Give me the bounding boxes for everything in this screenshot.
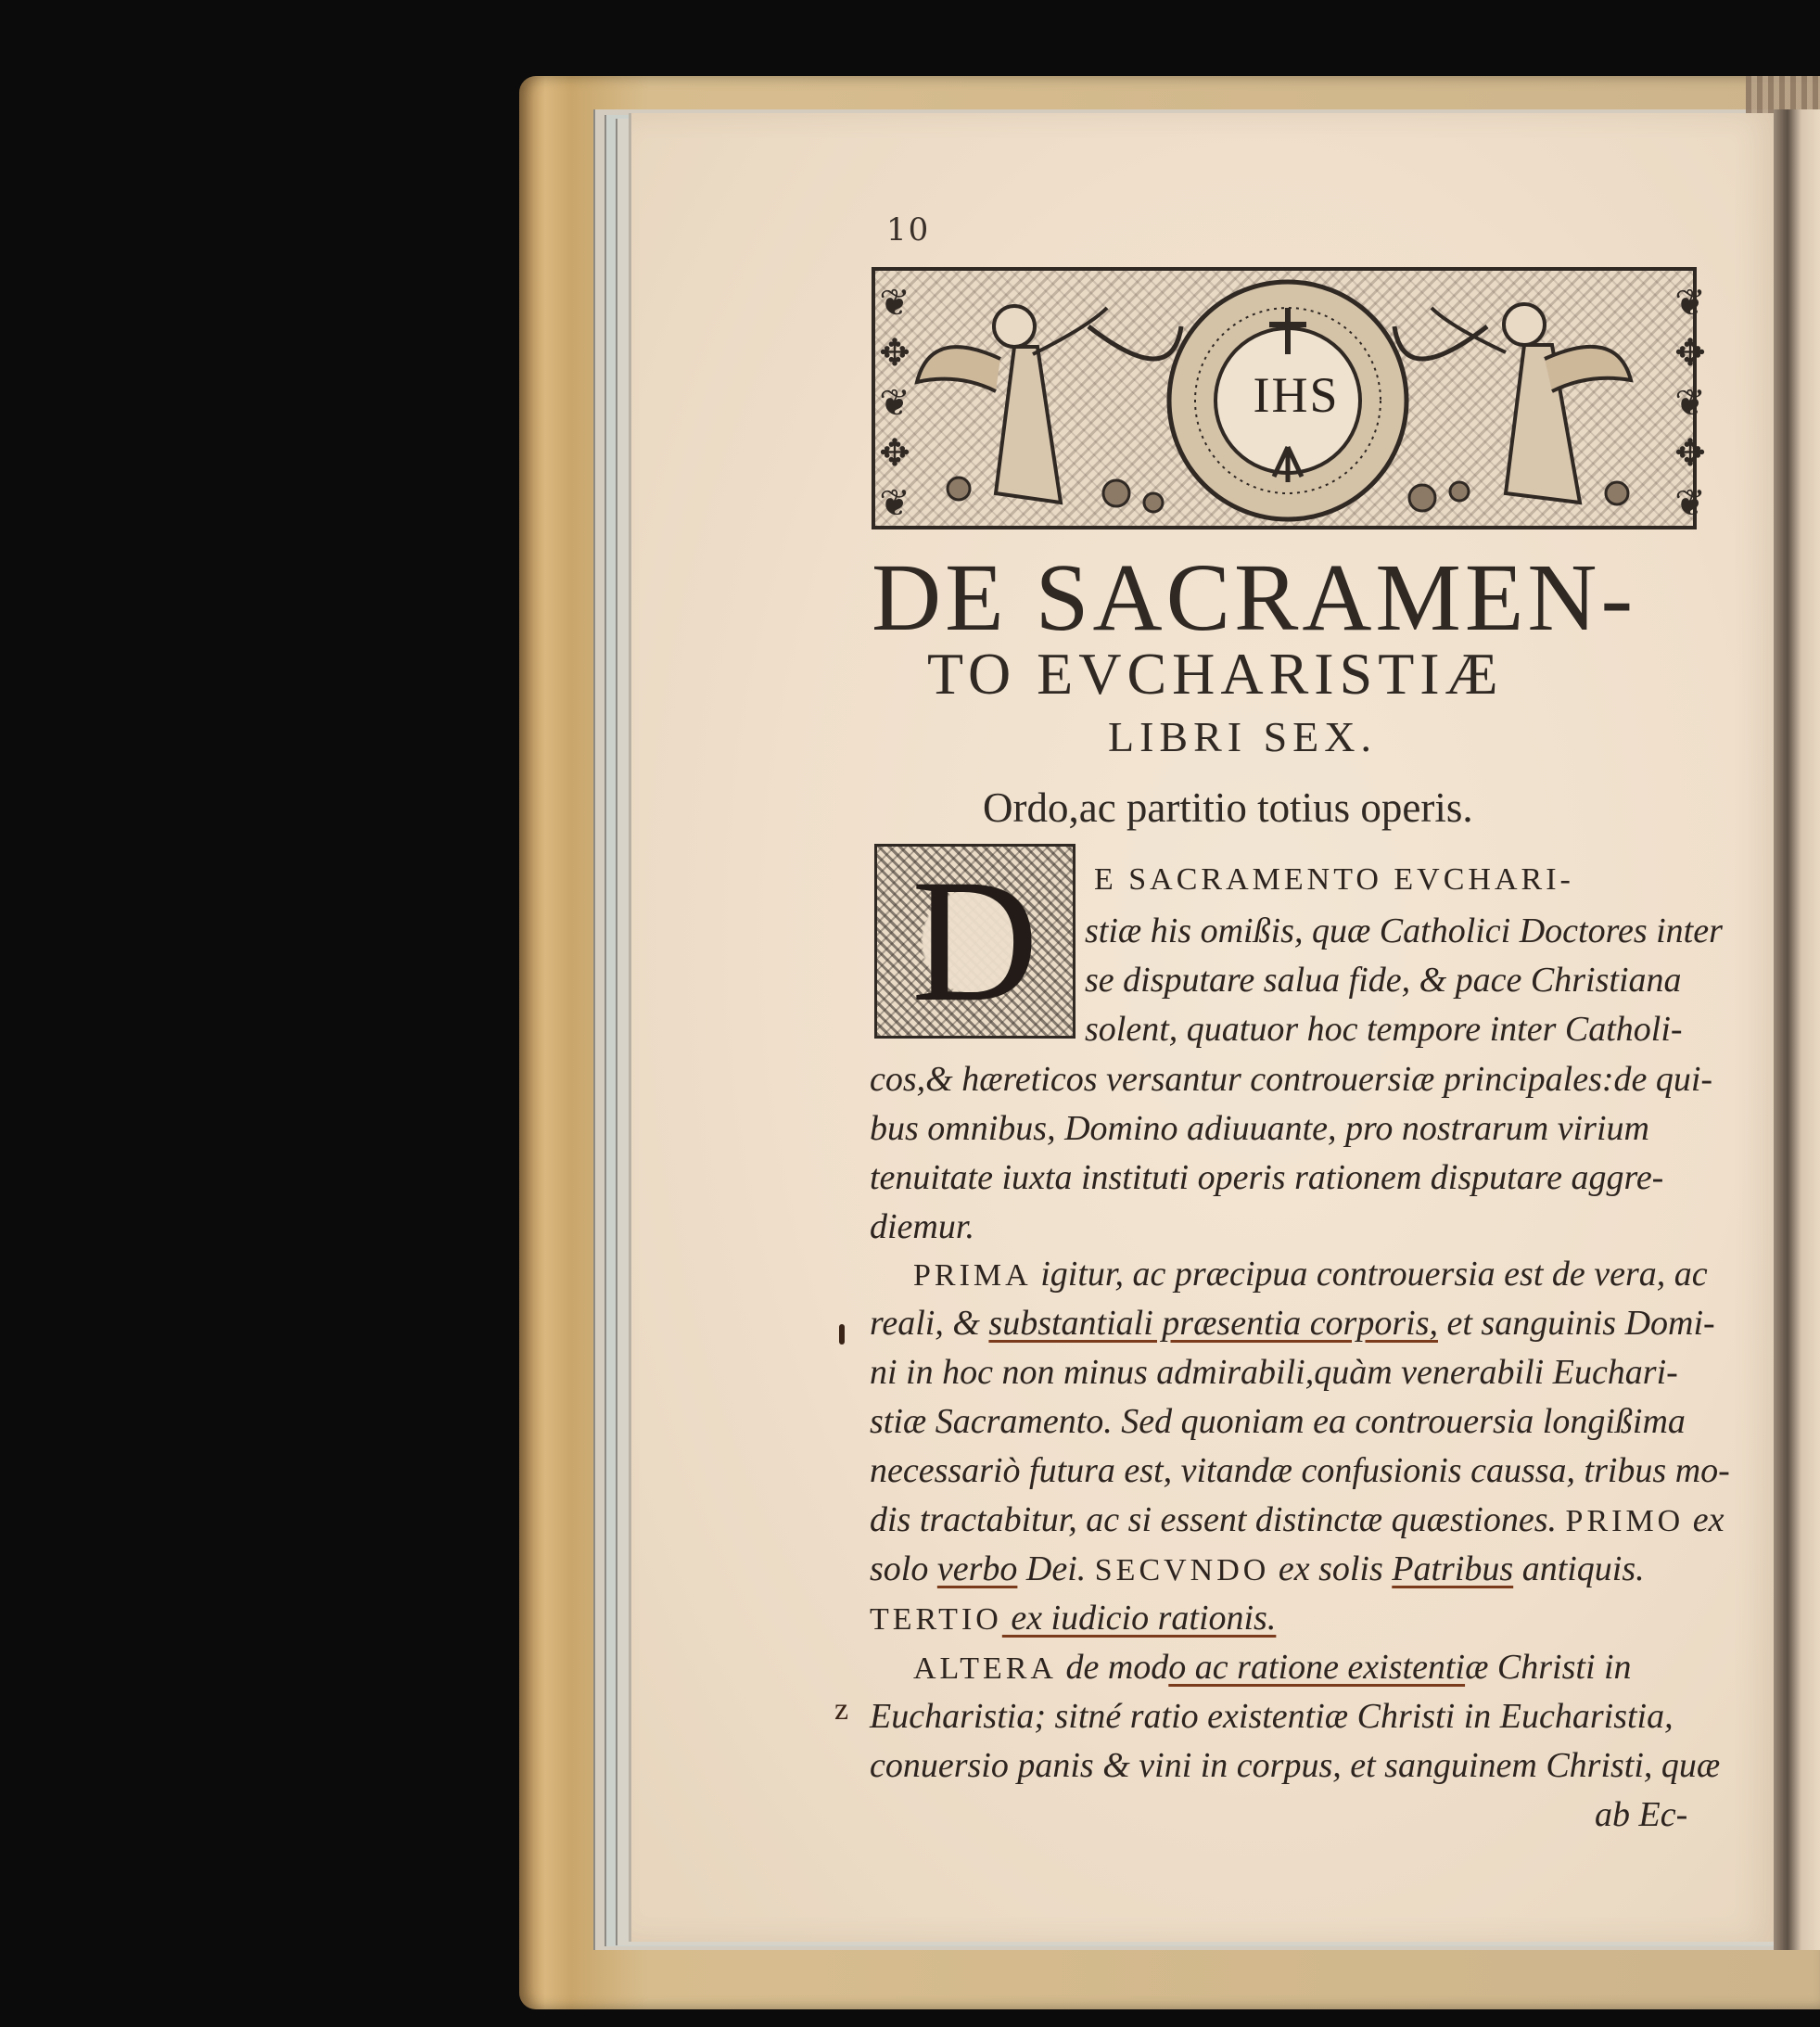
title-line-2: TO EVCHARISTIÆ [927,641,1504,707]
small-caps-word: TERTIO [870,1602,1002,1637]
text-line [870,1598,1276,1638]
underlined-text: substantiali præsentia corporis, [988,1304,1438,1343]
margin-mark [839,1324,845,1345]
text-line: ni in hoc non minus admirabili,quàm venerabili Euchari- [870,1353,1678,1392]
text-line: stiæ Sacramento. Sed quoniam ea controuersia longißima [870,1402,1686,1441]
text-fragment: æ Christi in [1465,1648,1632,1687]
text-line: necessariò futura est, vitandæ confusionis caussa, tribus mo- [870,1451,1730,1490]
text-line: Eucharistia; sitné ratio existentiæ Christi in Eucharistia, [870,1697,1674,1736]
text-fragment: ex solis [1269,1549,1393,1588]
text-line: cos,& hæreticos versantur controuersiæ principales:de qui- [870,1060,1713,1099]
text-line: solent, quatuor hoc tempore inter Catholi- [1085,1010,1683,1049]
small-caps-word: PRIMO [1565,1504,1685,1538]
text-fragment: de mod [1056,1648,1169,1687]
text-fragment: igitur, ac præcipua controuersia est de vera, ac [1031,1255,1708,1294]
margin-note: z [834,1692,849,1727]
text-line: se disputare salua fide, & pace Christiana [1085,961,1682,1000]
text-fragment: Dei. [1017,1549,1095,1588]
page-number: 10 [886,211,931,249]
underlined-text: Patribus [1392,1549,1514,1588]
underlined-text: verbo [936,1549,1018,1588]
text-line: stiæ his omißis, quæ Catholici Doctores inter [1085,912,1723,950]
garland-icon [1088,326,1181,359]
initial-letter: D [877,847,1073,1036]
text-line: bus omnibus, Domino adiuuante, pro nostrarum virium [870,1109,1649,1148]
underlined-text: ex iudicio rationis. [1001,1599,1277,1638]
lead-word: ALTERA [913,1651,1057,1686]
text-line: E SACRAMENTO EVCHARI- [1094,862,1574,897]
text-fragment: dis tractabitur, ac si essent distinctæ quæstiones. [870,1500,1566,1539]
underlined-text: o ac ratione existenti [1168,1648,1466,1687]
right-angel-icon [1432,304,1631,503]
small-caps-word: SECVNDO [1094,1553,1270,1587]
text-line: tenuitate iuxta instituti operis rationem disputare aggre- [870,1158,1664,1197]
title-line-1: DE SACRAMEN- [872,544,1637,651]
side-ornament-icon: ❦ ✥ ❦ ✥ ❦ [879,282,910,525]
side-ornament-icon: ❦ ✥ ❦ ✥ ❦ [1674,282,1706,525]
subtitle: Ordo,ac partitio totius operis. [983,784,1473,831]
text-line [913,1647,1632,1688]
title-line-3: LIBRI SEX. [1108,713,1377,760]
text-line [870,1549,1645,1589]
text-fragment: antiquis. [1513,1549,1645,1588]
text-fragment: ex [1684,1500,1725,1539]
text-line [870,1499,1724,1540]
ihs-monogram: IHS [1253,367,1340,423]
text-line: diemur. [870,1207,974,1246]
text-fragment: solo [870,1549,937,1588]
left-angel-icon [917,306,1107,503]
catchword: ab Ec- [1595,1795,1688,1834]
text-fragment: reali, & [870,1304,989,1343]
text-fragment: et sanguinis Domi- [1437,1304,1715,1343]
text-line [870,1303,1715,1344]
text-line [913,1254,1708,1294]
garland-icon [1394,326,1487,359]
decorated-initial [874,844,1075,1039]
gutter [1774,109,1820,1950]
text-line: conuersio panis & vini in corpus, et sanguinem Christi, quæ [870,1746,1721,1785]
lead-word: PRIMA [913,1258,1032,1293]
